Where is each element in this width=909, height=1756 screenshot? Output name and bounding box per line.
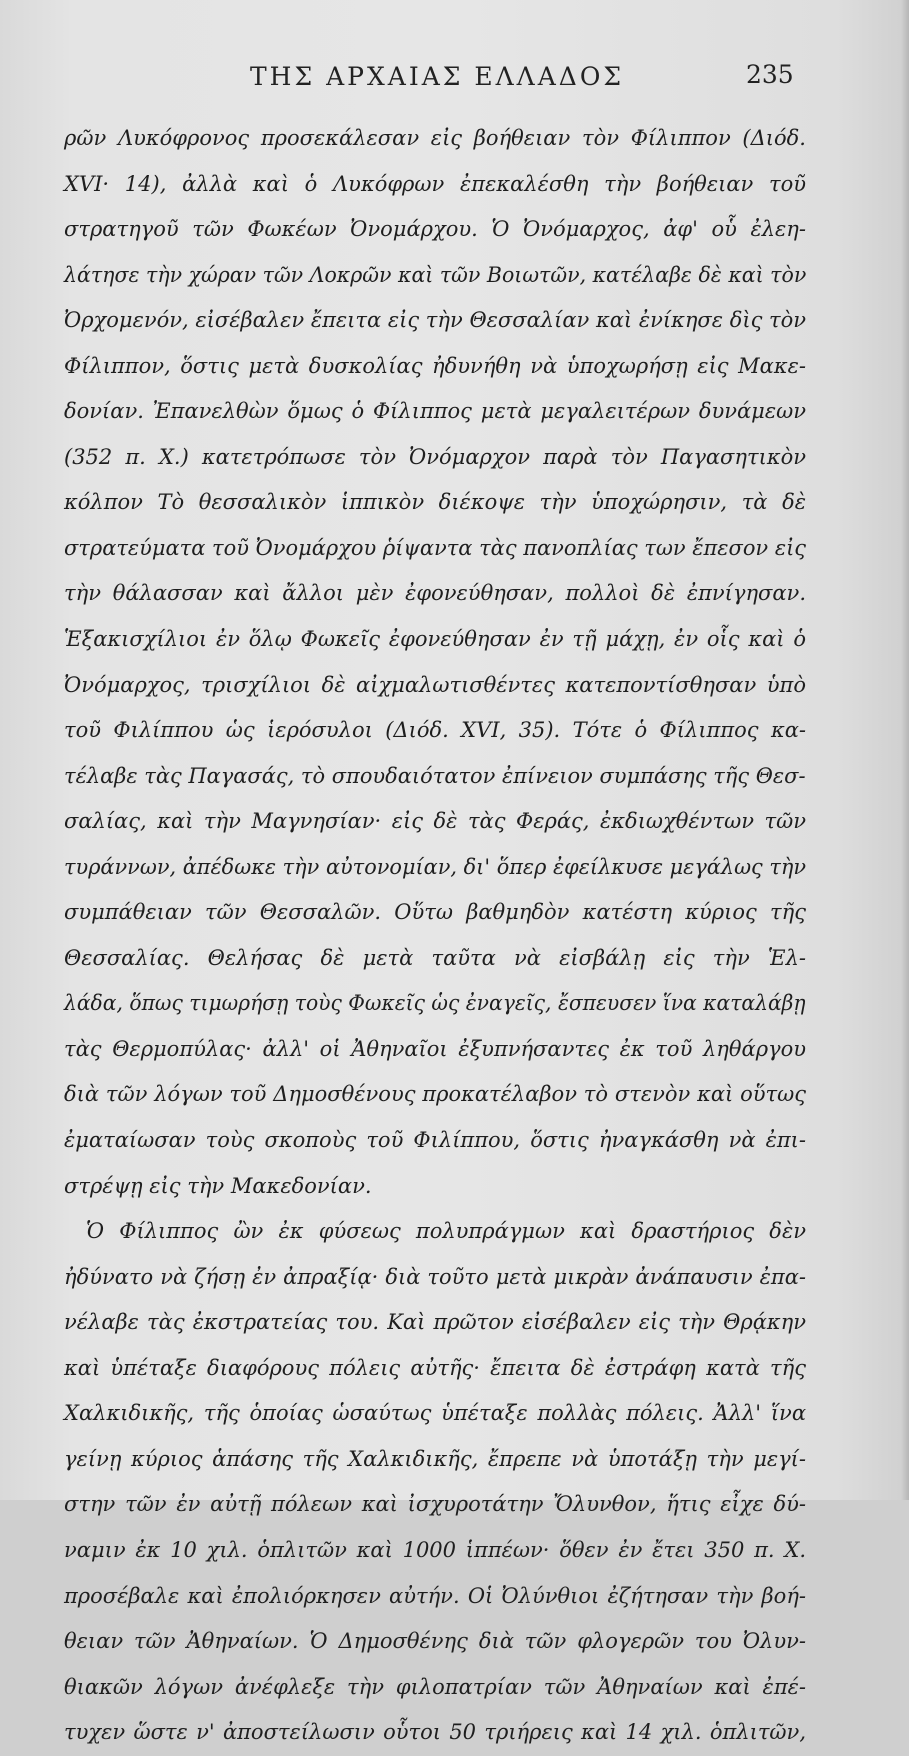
text-line: δονίαν. Ἐπανελθὼν ὅμως ὁ Φίλιππος μετὰ μεγαλειτέρων δυνάμεων <box>64 399 806 424</box>
text-line: γείνῃ κύριος ἁπάσης τῆς Χαλκιδικῆς, ἔπρεπε νὰ ὑποτάξῃ τὴν μεγί- <box>64 1446 806 1471</box>
text-line: στην τῶν ἐν αὐτῇ πόλεων καὶ ἰσχυροτάτην Ὄλυνθον, ἥτις εἶχε δύ- <box>64 1492 806 1517</box>
text-line: στρατεύματα τοῦ Ὀνομάρχου ῥίψαντα τὰς πανοπλίας των ἔπεσον εἰς <box>64 535 807 560</box>
text-line-paragraph-start: Ὁ Φίλιππος ὢν ἐκ φύσεως πολυπράγμων καὶ δραστήριος δὲν <box>86 1219 806 1244</box>
text-line: κόλπον Τὸ θεσσαλικὸν ἱππικὸν διέκοψε τὴν ὑποχώρησιν, τὰ δὲ <box>64 490 806 515</box>
text-line: προσέβαλε καὶ ἐπολιόρκησεν αὐτήν. Οἱ Ὀλύνθιοι ἐζήτησαν τὴν βοή- <box>64 1583 806 1608</box>
text-line: ναμιν ἐκ 10 χιλ. ὁπλιτῶν καὶ 1000 ἱππέων· ὅθεν ἐν ἔτει 350 π. Χ. <box>64 1537 806 1562</box>
text-line: στρατηγοῦ τῶν Φωκέων Ὀνομάρχου. Ὁ Ὀνόμαρχος, ἀφ' οὗ ἐλεη- <box>64 217 806 242</box>
text-line: συμπάθειαν τῶν Θεσσαλῶν. Οὕτω βαθμηδὸν κατέστη κύριος τῆς <box>64 900 806 925</box>
text-line: σαλίας, καὶ τὴν Μαγνησίαν· εἰς δὲ τὰς Φεράς, ἐκδιωχθέντων τῶν <box>64 809 806 834</box>
text-line: λάτησε τὴν χώραν τῶν Λοκρῶν καὶ τῶν Βοιωτῶν, κατέλαβε δὲ καὶ τὸν <box>64 262 807 287</box>
text-line: διὰ τῶν λόγων τοῦ Δημοσθένους προκατέλαβον τὸ στενὸν καὶ οὕτως <box>64 1082 806 1107</box>
text-line: θιακῶν λόγων ἀνέφλεξε τὴν φιλοπατρίαν τῶν Ἀθηναίων καὶ ἐπέ- <box>64 1674 806 1699</box>
text-line: καὶ ὑπέταξε διαφόρους πόλεις αὐτῆς· ἔπειτα δὲ ἐστράφη κατὰ τῆς <box>64 1355 806 1380</box>
text-line: τὴν θάλασσαν καὶ ἄλλοι μὲν ἐφονεύθησαν, πολλοὶ δὲ ἐπνίγησαν. <box>64 581 806 606</box>
text-line: νέλαβε τὰς ἐκστρατείας του. Καὶ πρῶτον εἰσέβαλεν εἰς τὴν Θρᾴκην <box>64 1310 806 1335</box>
text-line: τέλαβε τὰς Παγασάς, τὸ σπουδαιότατον ἐπίνειον συμπάσης τῆς Θεσ- <box>64 763 806 788</box>
text-line: τυχεν ὥστε ν' ἀποστείλωσιν οὗτοι 50 τριήρεις καὶ 14 χιλ. ὁπλιτῶν, <box>64 1720 806 1745</box>
text-line: θειαν τῶν Ἀθηναίων. Ὁ Δημοσθένης διὰ τῶν φλογερῶν του Ὀλυν- <box>64 1629 806 1654</box>
text-line: Ὀνόμαρχος, τρισχίλιοι δὲ αἰχμαλωτισθέντες κατεποντίσθησαν ὑπὸ <box>64 672 806 697</box>
text-line: Θεσσαλίας. Θελήσας δὲ μετὰ ταῦτα νὰ εἰσβάλῃ εἰς τὴν Ἑλ- <box>64 945 806 970</box>
text-line: τὰς Θερμοπύλας· ἀλλ' οἱ Ἀθηναῖοι ἐξυπνήσαντες ἐκ τοῦ ληθάργου <box>64 1036 806 1061</box>
text-line: Ἑξακισχίλιοι ἐν ὅλῳ Φωκεῖς ἐφονεύθησαν ἐν τῇ μάχῃ, ἐν οἷς καὶ ὁ <box>64 627 806 652</box>
running-title: ΤΗΣ ΑΡΧΑΙΑΣ ΕΛΛΑΔΟΣ <box>250 62 625 91</box>
text-line: Φίλιππον, ὅστις μετὰ δυσκολίας ἠδυνήθη νὰ ὑποχωρήσῃ εἰς Μακε- <box>64 353 806 378</box>
text-line: ρῶν Λυκόφρονος προσεκάλεσαν εἰς βοήθειαν τὸν Φίλιππον (Διόδ. <box>64 126 806 150</box>
text-line: (352 π. Χ.) κατετρόπωσε τὸν Ὀνόμαρχον παρὰ τὸν Παγασητικὸν <box>64 444 806 469</box>
page-header <box>0 58 909 98</box>
page-number: 235 <box>746 60 794 89</box>
text-line: Χαλκιδικῆς, τῆς ὁποίας ὡσαύτως ὑπέταξε πολλὰς πόλεις. Ἀλλ' ἵνα <box>64 1401 806 1426</box>
text-line: τοῦ Φιλίππου ὡς ἱερόσυλοι (Διόδ. XVI, 35). Τότε ὁ Φίλιππος κα- <box>64 718 806 743</box>
text-line: ἠδύνατο νὰ ζήσῃ ἐν ἀπραξίᾳ· διὰ τοῦτο μετὰ μικρὰν ἀνάπαυσιν ἐπα- <box>64 1264 806 1289</box>
text-line: ἐματαίωσαν τοὺς σκοποὺς τοῦ Φιλίππου, ὅστις ἠναγκάσθη νὰ ἐπι- <box>64 1128 806 1153</box>
text-line: τυράννων, ἀπέδωκε τὴν αὐτονομίαν, δι' ὅπερ ἐφείλκυσε μεγάλως τὴν <box>64 854 807 879</box>
text-line: XVI· 14), ἀλλὰ καὶ ὁ Λυκόφρων ἐπεκαλέσθη τὴν βοήθειαν τοῦ <box>64 171 806 196</box>
text-line: Ὀρχομενόν, εἰσέβαλεν ἔπειτα εἰς τὴν Θεσσαλίαν καὶ ἐνίκησε δὶς τὸν <box>64 308 807 333</box>
scan-shadow-edge <box>901 0 909 1500</box>
text-line: λάδα, ὅπως τιμωρήσῃ τοὺς Φωκεῖς ὡς ἐναγεῖς, ἔσπευσεν ἵνα καταλάβῃ <box>64 991 806 1016</box>
text-line-paragraph-end: στρέψῃ εἰς τὴν Μακεδονίαν. <box>64 1173 372 1198</box>
body-text <box>64 116 806 1756</box>
